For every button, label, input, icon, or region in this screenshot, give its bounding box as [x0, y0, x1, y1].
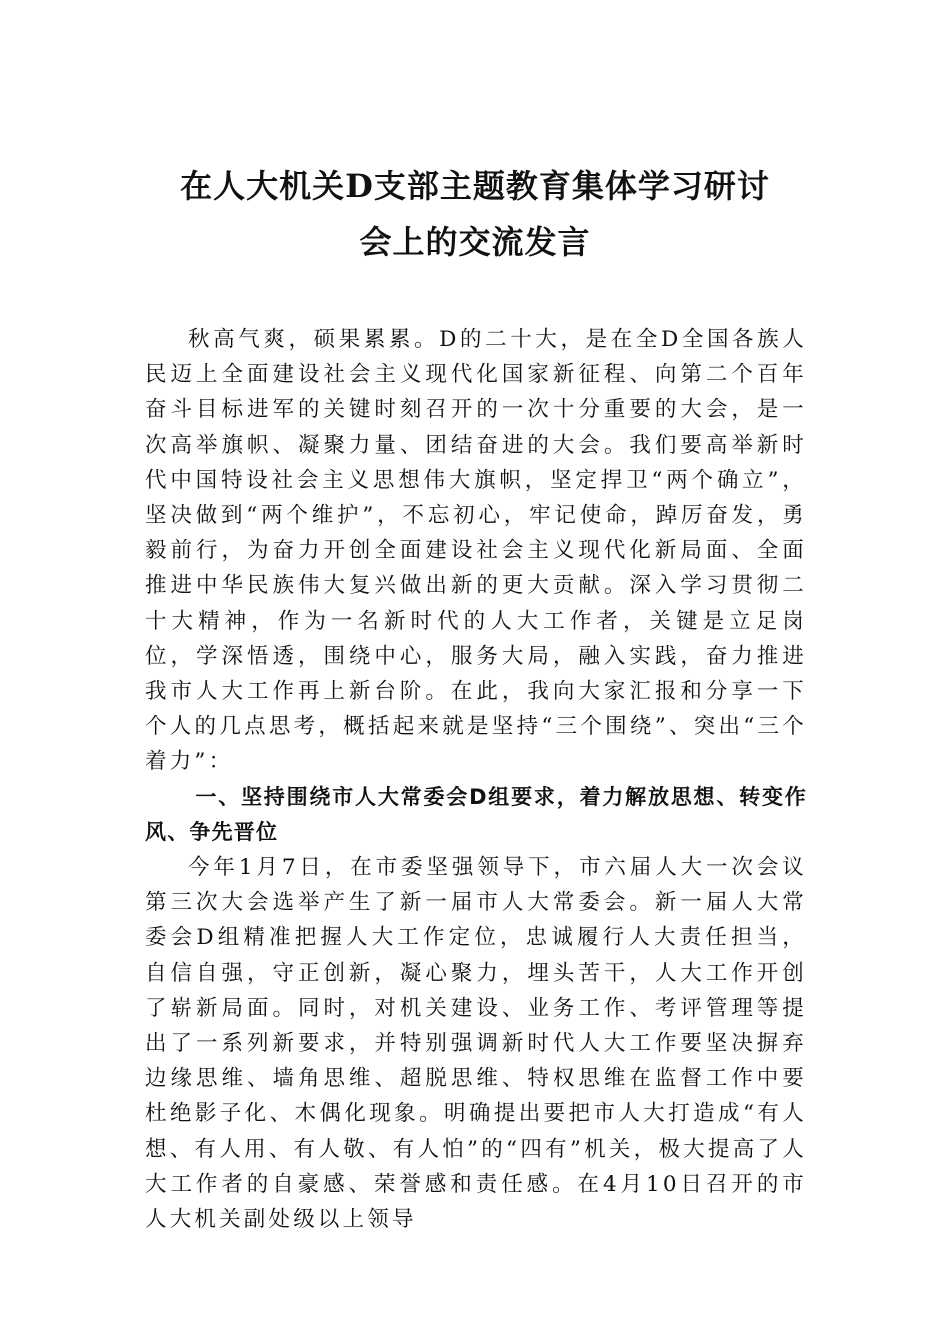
- document-title: [140, 158, 810, 270]
- section-heading-1: 一、坚持围绕市人大常委会D组要求，着力解放思想、转变作风、争先晋位: [145, 784, 807, 844]
- intro-paragraph: 秋高气爽，硕果累累。D的二十大，是在全D全国各族人民迈上全面建设社会主义现代化国家新征程、向第二个百年奋斗目标进军的关键时刻召开的一次十分重要的大会，是一次高举旗帜、凝聚力量、团结奋进的大会。我们要高举新时代中国特设社会主义思想伟大旗帜，坚定捍卫“两个确立”，坚决做到“两个维护”，不忘初心，牢记使命，踔厉奋发，勇毅前行，为奋力开创全面建设社会主义现代化新局面、全面推进中华民族伟大复兴做出新的更大贡献。深入学习贯彻二十大精神，作为一名新时代的人大工作者，关键是立足岗位，学深悟透，围绕中心，服务大局，融入实践，奋力推进我市人大工作再上新台阶。在此，我向大家汇报和分享一下个人的几点思考，概括起来就是坚持“三个围绕”、突出“三个着力”：: [145, 327, 807, 775]
- section-1-paragraph: 今年1月7日，在市委坚强领导下，市六届人大一次会议第三次大会选举产生了新一届市人大常委会。新一届人大常委会D组精准把握人大工作定位，忠诚履行人大责任担当，自信自强，守正创新，凝心聚力，埋头苦干，人大工作开创了崭新局面。同时，对机关建设、业务工作、考评管理等提出了一系列新要求，并特别强调新时代人大工作要坚决摒弃边缘思维、墙角思维、超脱思维、特权思维在监督工作中要杜绝影子化、木偶化现象。明确提出要把市人大打造成“有人想、有人用、有人敬、有人怕”的“四有”机关，极大提高了人大工作者的自豪感、荣誉感和责任感。在4月10日召开的市人大机关副处级以上领导: [145, 855, 807, 1233]
- title-line-1: 在人大机关D支部主题教育集体学习研讨: [180, 167, 770, 205]
- document-body: [145, 322, 807, 1237]
- title-line-2: 会上的交流发言: [359, 223, 591, 261]
